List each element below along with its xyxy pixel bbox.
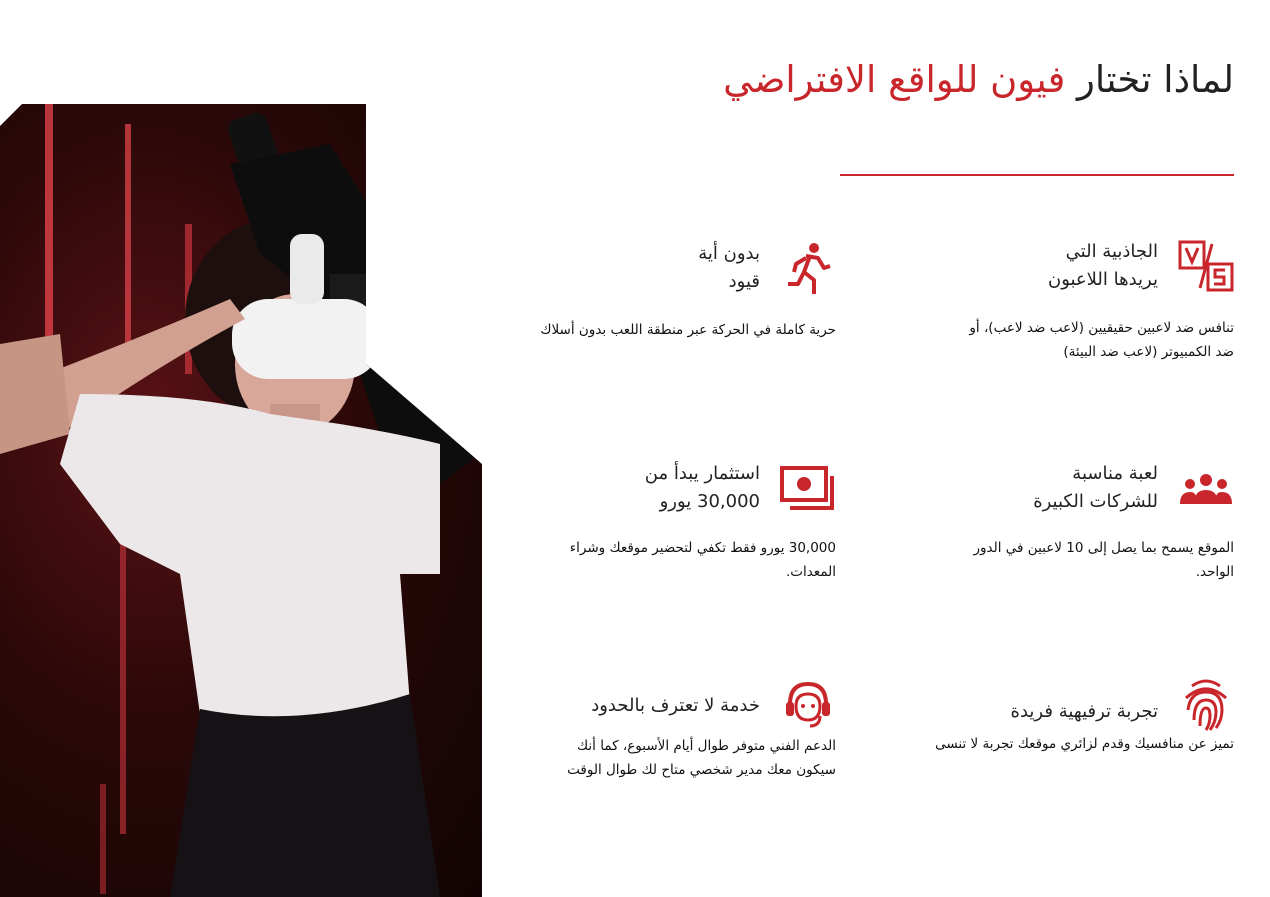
feature-title: لعبة مناسبة للشركات الكبيرة [1033, 463, 1158, 512]
feature-title: الجاذبية التي يريدها اللاعبون [1047, 241, 1158, 290]
running-person-icon [780, 240, 836, 296]
feature-desc: 30,000 يورو فقط تكفي لتحضير موقعك وشراء المعدات. [569, 540, 836, 580]
feature-title: خدمة لا تعترف بالحدود [591, 695, 760, 716]
feature-unique-experience [914, 676, 1234, 756]
feature-desc: تميز عن منافسيك وقدم لزائري موقعك تجربة لا تنسى [935, 736, 1234, 752]
versus-icon [1178, 238, 1234, 294]
feature-appeal [924, 238, 1234, 364]
title-underline [840, 174, 1234, 176]
feature-no-limits [516, 240, 836, 342]
feature-desc: حرية كاملة في الحركة عبر منطقة اللعب بدون أسلاك [540, 322, 836, 338]
feature-title: بدون أية قيود [698, 243, 760, 292]
feature-title: استثمار يبدأ من 30,000 يورو [644, 463, 760, 512]
money-icon [780, 460, 836, 516]
feature-corporate [924, 460, 1234, 584]
fingerprint-icon [1178, 676, 1234, 732]
feature-support [516, 676, 836, 782]
title-accent: فيون للواقع الافتراضي [723, 58, 1066, 101]
feature-desc: تنافس ضد لاعبين حقيقيين (لاعب ضد لاعب)، أو ضد الكمبيوتر (لاعب ضد البيئة) [969, 320, 1234, 360]
feature-desc: الموقع يسمح بما يصل إلى 10 لاعبين في الدور الواحد. [973, 540, 1234, 580]
feature-investment [516, 460, 836, 584]
title-plain: لماذا تختار [1077, 58, 1234, 101]
support-agent-icon [780, 676, 836, 732]
group-icon [1178, 460, 1234, 516]
page-title [674, 50, 1234, 110]
feature-title: تجربة ترفيهية فريدة [1010, 701, 1158, 722]
vr-player-photo [0, 104, 482, 897]
feature-desc: الدعم الفني متوفر طوال أيام الأسبوع، كما أنك سيكون معك مدير شخصي متاح لك طوال الوقت [567, 738, 836, 778]
